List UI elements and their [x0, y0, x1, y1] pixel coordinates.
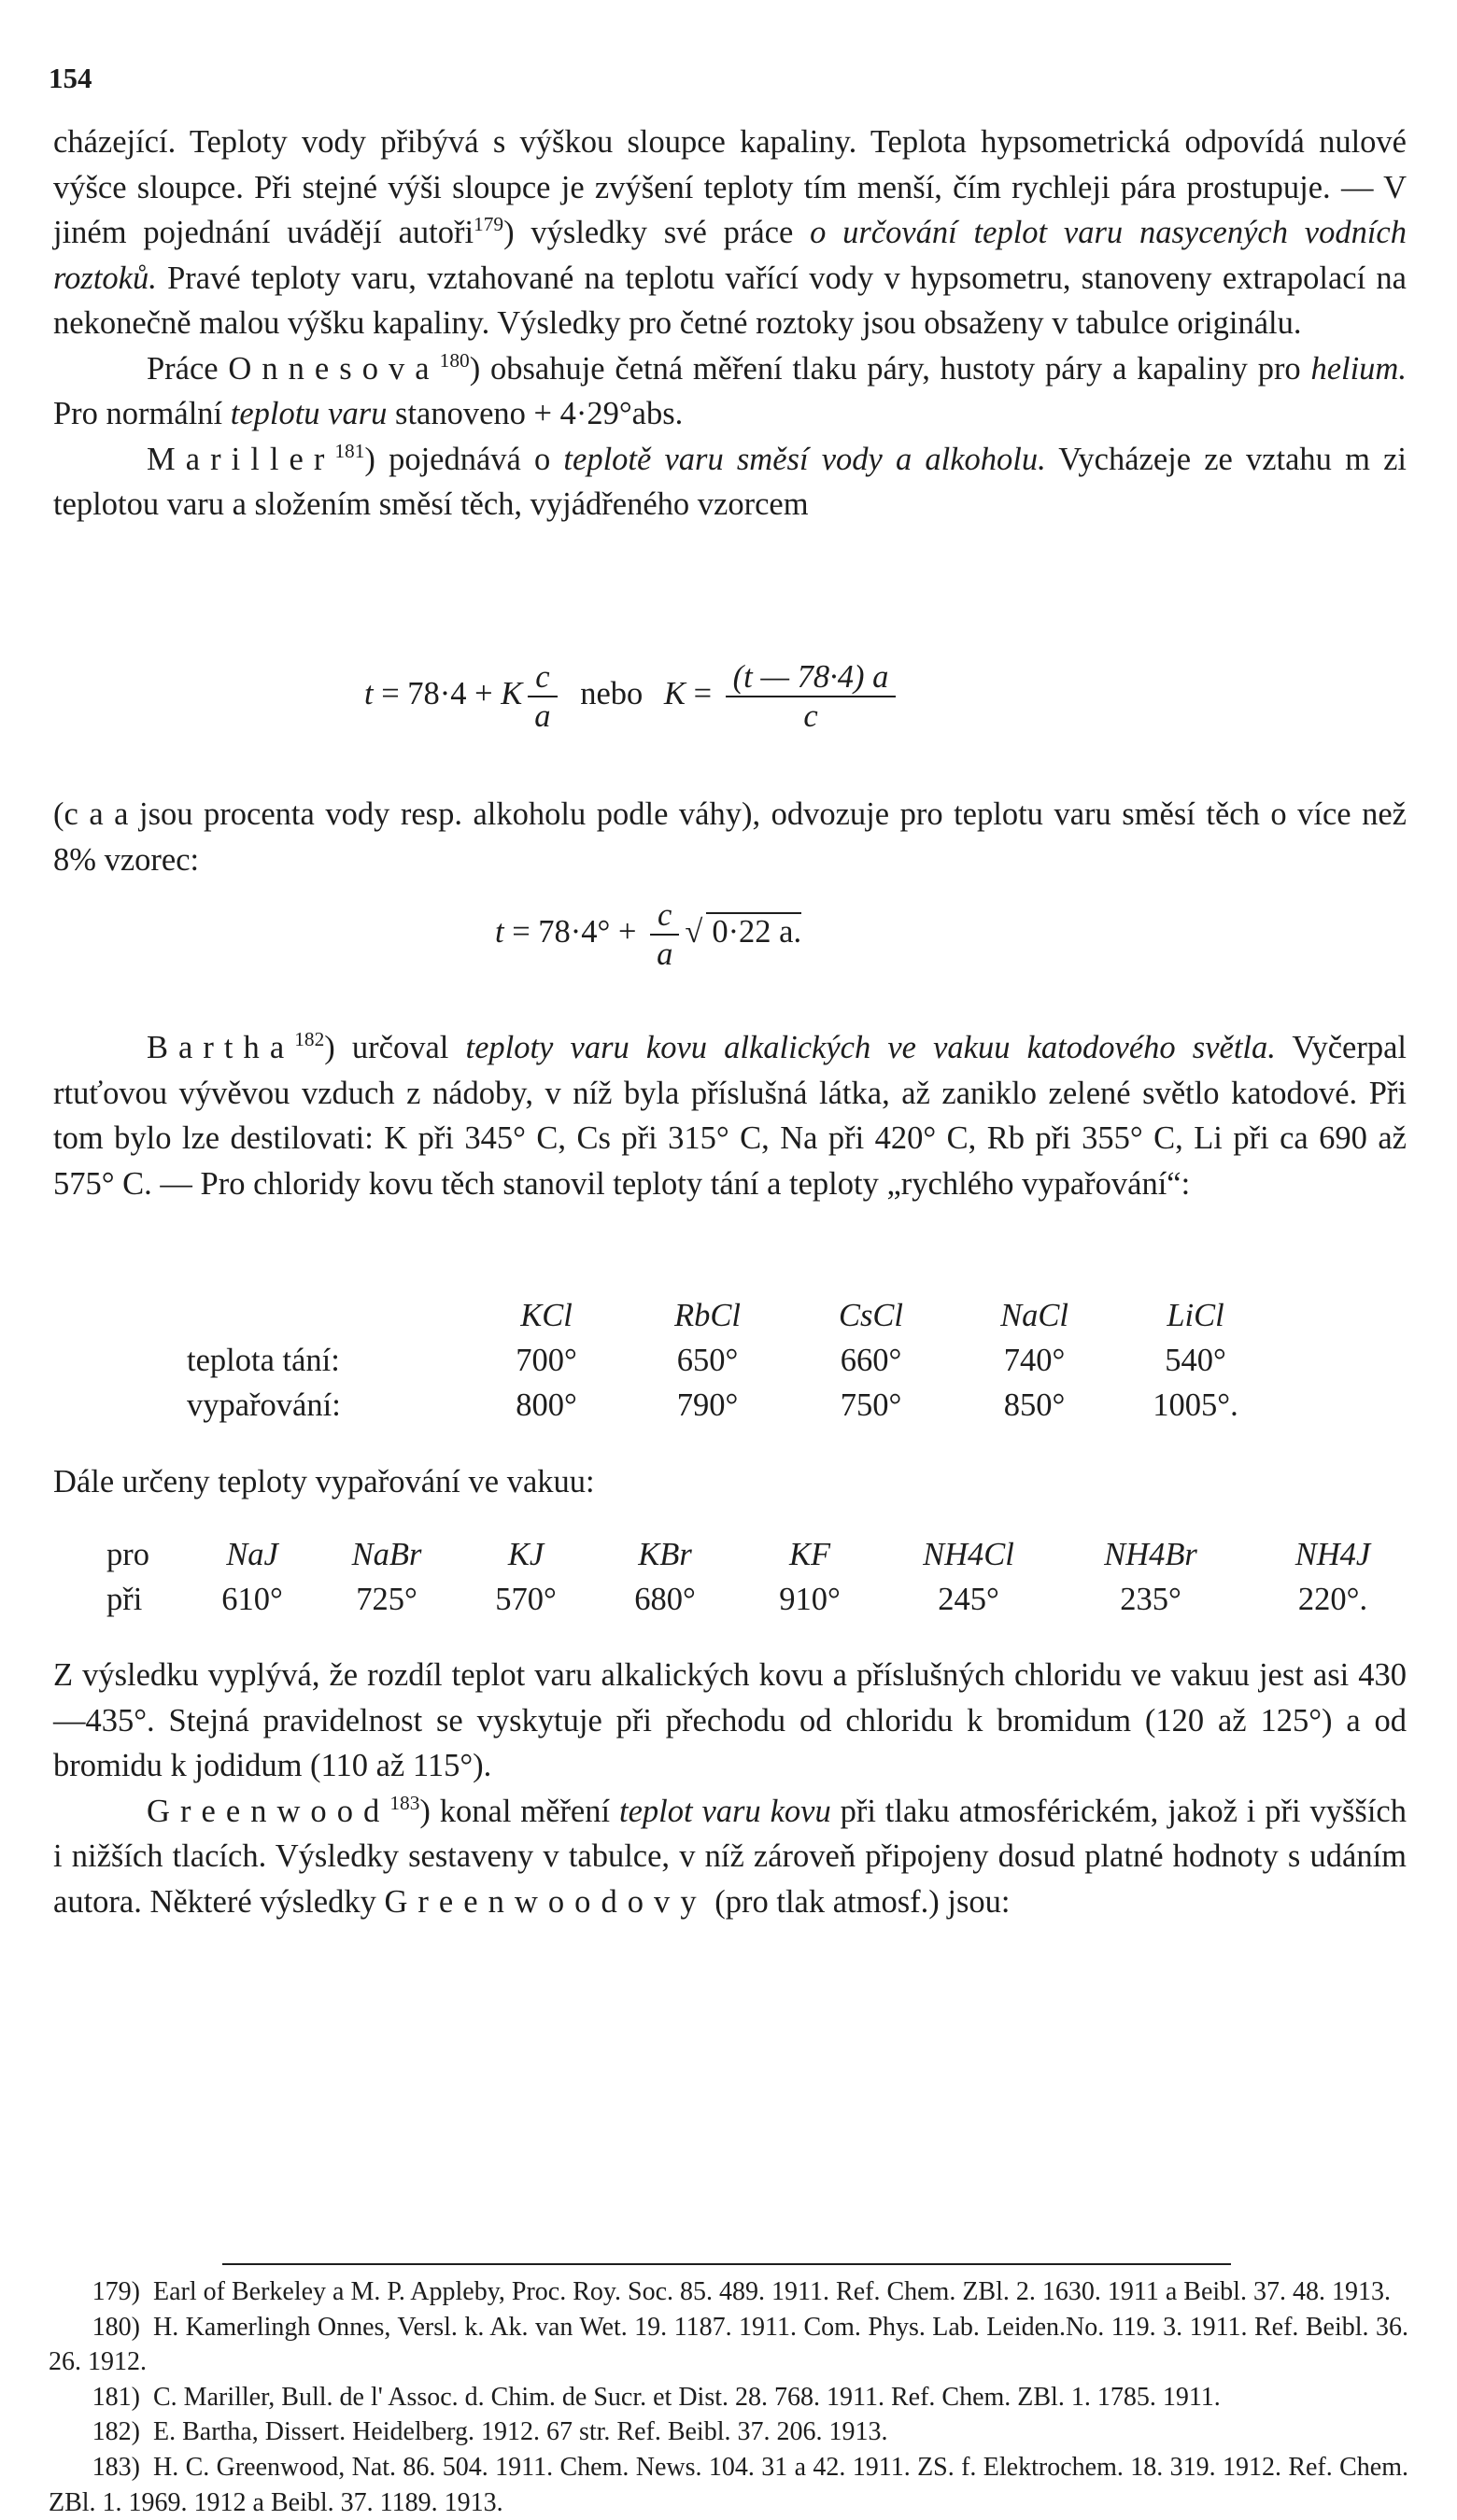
column-header: NaCl	[1000, 1297, 1068, 1333]
table-cell: 245°	[938, 1581, 999, 1617]
table-cell: 650°	[676, 1342, 739, 1378]
table-header-row	[187, 1293, 1275, 1338]
column-header: NaJ	[226, 1536, 278, 1572]
table-row	[106, 1577, 1422, 1622]
footnote: 181) C. Mariller, Bull. de l' Assoc. d. Chim. de Sucr. et Dist. 28. 768. 1911. Ref. Chem. ZBl. 1. 1785. 1911.	[92, 2382, 1221, 2412]
row-label: teplota tání:	[187, 1342, 340, 1378]
row-label: pro	[106, 1536, 149, 1572]
table-row	[187, 1383, 1275, 1428]
sqrt-sign: √	[685, 913, 703, 950]
text-block-formula-note	[53, 792, 1407, 882]
paragraph-mariller: Mariller$^{181}$) pojednává o teplotě varu směsí vody a alkoholu. Vycházeje ze vztahu m zi teplotou varu a složením směsí těch, vyjádřeného vzorcem	[53, 439, 1407, 522]
table-cell: 1005°.	[1153, 1387, 1238, 1423]
formula-mariller: t = 78·4 + K $\frac{c}{a}$ nebo K = $\frac{(t — 78\cdot 4) a}{c}$	[364, 658, 1111, 761]
table-cell: 220°.	[1297, 1581, 1368, 1617]
table-cell: 235°	[1120, 1581, 1181, 1617]
paragraph-hypsometry: cházející. Teploty vody přibývá s výškou sloupce kapaliny. Teplota hypsometrická odpovídá nulové výšce sloupce. Při stejné výši sloupce je zvýšení teploty tím menší, čím rychleji pára prostupuje. — V jiném pojednání uvádějí autoři$^{179}$) výsledky své práce o určování teplot varu nasycených vodních roztoků. Pravé teploty varu, vztahované na teplotu vařící vody v hypsometru, stanoveny extrapolací na nekonečně malou výšku kapaliny. Výsledky pro četné roztoky jsou obsaženy v tabulce originálu.	[53, 124, 1407, 341]
table-cell: 660°	[840, 1342, 902, 1378]
footnote: 180) H. Kamerlingh Onnes, Versl. k. Ak. van Wet. 19. 1187. 1911. Com. Phys. Lab. Leiden.No. 119. 3. 1911. Ref. Beibl. 36. 26. 1912.	[49, 2312, 1408, 2377]
table-cell: 740°	[1003, 1342, 1066, 1378]
column-header: LiCl	[1167, 1297, 1224, 1333]
paragraph-result: Z výsledku vyplývá, že rozdíl teplot varu alkalických kovu a příslušných chloridu ve vakuu jest asi 430—435°. Stejná pravidelnost se vyskytuje při přechodu od chloridu k bromidum (120 až 125°) a od bromidu k jodidum (110 až 115°).	[53, 1657, 1407, 1783]
row-label: při	[106, 1581, 143, 1617]
text-block-vacuum	[53, 1459, 1407, 1505]
text-block-bottom	[53, 1653, 1407, 1924]
table-cell: 680°	[634, 1581, 696, 1617]
paragraph-bartha: Bartha$^{182}$) určoval teploty varu kovu alkalických ve vakuu katodového světla. Vyčerpal rtuťovou vývěvou vzduch z nádoby, v níž byla příslušná látka, až zaniklo zelené světlo katodové. Při tom bylo lze destilovati: K při 345° C, Cs při 315° C, Na při 420° C, Rb při 355° C, Li při ca 690 až 575° C. — Pro chloridy kovu těch stanovil teploty tání a teploty „rychlého vypařování“:	[53, 1027, 1407, 1202]
column-header: RbCl	[674, 1297, 741, 1333]
table-header-row	[106, 1532, 1422, 1577]
paragraph-vakuu: Dále určeny teploty vypařování ve vakuu:	[53, 1464, 595, 1499]
table-cell: 610°	[221, 1581, 283, 1617]
author-name: Mariller	[147, 441, 335, 477]
table-cell: 540°	[1165, 1342, 1226, 1378]
footnote-ref-180: 180	[439, 348, 470, 372]
fraction: $\frac{c}{a}$	[650, 896, 679, 973]
table-cell: 570°	[495, 1581, 557, 1617]
page-number: 154	[49, 62, 92, 94]
paragraph-vzorec: (c a a jsou procenta vody resp. alkoholu podle váhy), odvozuje pro teplotu varu směsí těch o více než 8% vzorec:	[53, 796, 1407, 878]
column-header: CsCl	[838, 1297, 904, 1333]
table-cell: 790°	[676, 1387, 739, 1423]
column-header: KJ	[507, 1536, 545, 1572]
column-header: NH4Cl	[923, 1536, 1014, 1572]
table-cell: 910°	[779, 1581, 841, 1617]
footnote-divider	[222, 2263, 1231, 2265]
author-name: Greenwoodovy	[384, 1883, 707, 1920]
paragraph-greenwood: Greenwood$^{183}$) konal měření teplot varu kovu při tlaku atmosférickém, jakož i při vyšších i nižších tlacích. Výsledky sestaveny v tabulce, v níž zároveň připojeny dosud platné hodnoty s udáním autora. Některé výsledky Greenwoodovy (pro tlak atmosf.) jsou:	[53, 1791, 1407, 1920]
table-cell: 725°	[356, 1581, 417, 1617]
paragraph-onnes: Práce Onnesova$^{180}$) obsahuje četná měření tlaku páry, hustoty páry a kapaliny pro helium. Pro normální teplotu varu stanoveno + 4·29°abs.	[53, 348, 1407, 431]
table-cell: 800°	[516, 1387, 577, 1423]
vacuum-evaporation-table	[106, 1532, 1422, 1622]
text-block-top	[53, 120, 1407, 528]
fraction: $\frac{c}{a}$	[528, 658, 557, 735]
row-label: vypařování:	[187, 1387, 341, 1423]
author-name: Onnesova	[228, 350, 440, 387]
footnote-ref-183: 183	[389, 1791, 420, 1814]
footnote: 183) H. C. Greenwood, Nat. 86. 504. 1911. Chem. News. 104. 31 a 42. 1911. ZS. f. Elektrochem. 18. 319. 1912. Ref. Chem. ZBl. 1. 1969. 1912 a Beibl. 37. 1189. 1913.	[49, 2452, 1408, 2517]
author-name: Bartha	[147, 1030, 295, 1065]
table-row	[187, 1338, 1275, 1383]
footnote-ref-181: 181	[334, 439, 365, 462]
footnote-ref-182: 182	[294, 1027, 325, 1050]
author-name: Greenwood	[147, 1793, 390, 1829]
table-cell: 850°	[1003, 1387, 1066, 1423]
fraction: $\frac{(t — 78\cdot 4) a}{c}$	[726, 658, 897, 735]
table-cell: 700°	[516, 1342, 577, 1378]
column-header: NH4Br	[1104, 1536, 1197, 1572]
formula-over-8-percent: t = 78·4° + $\frac{c}{a}$ √ 0·22 a.	[495, 897, 802, 972]
column-header: NaBr	[351, 1536, 422, 1572]
footnote: 179) Earl of Berkeley a M. P. Appleby, Proc. Roy. Soc. 85. 489. 1911. Ref. Chem. ZBl. 2. 1630. 1911 a Beibl. 37. 48. 1913.	[92, 2277, 1391, 2306]
chloride-temperature-table	[187, 1293, 1275, 1428]
column-header: KCl	[520, 1297, 573, 1333]
table-cell: 750°	[840, 1387, 902, 1423]
text-block-bartha	[53, 1025, 1407, 1206]
footnote: 182) E. Bartha, Dissert. Heidelberg. 1912. 67 str. Ref. Beibl. 37. 206. 1913.	[92, 2417, 888, 2447]
column-header: KF	[788, 1536, 831, 1572]
column-header: KBr	[638, 1536, 692, 1572]
column-header: NH4J	[1294, 1536, 1371, 1572]
footnotes	[49, 2274, 1408, 2520]
footnote-ref-179: 179	[474, 212, 504, 235]
